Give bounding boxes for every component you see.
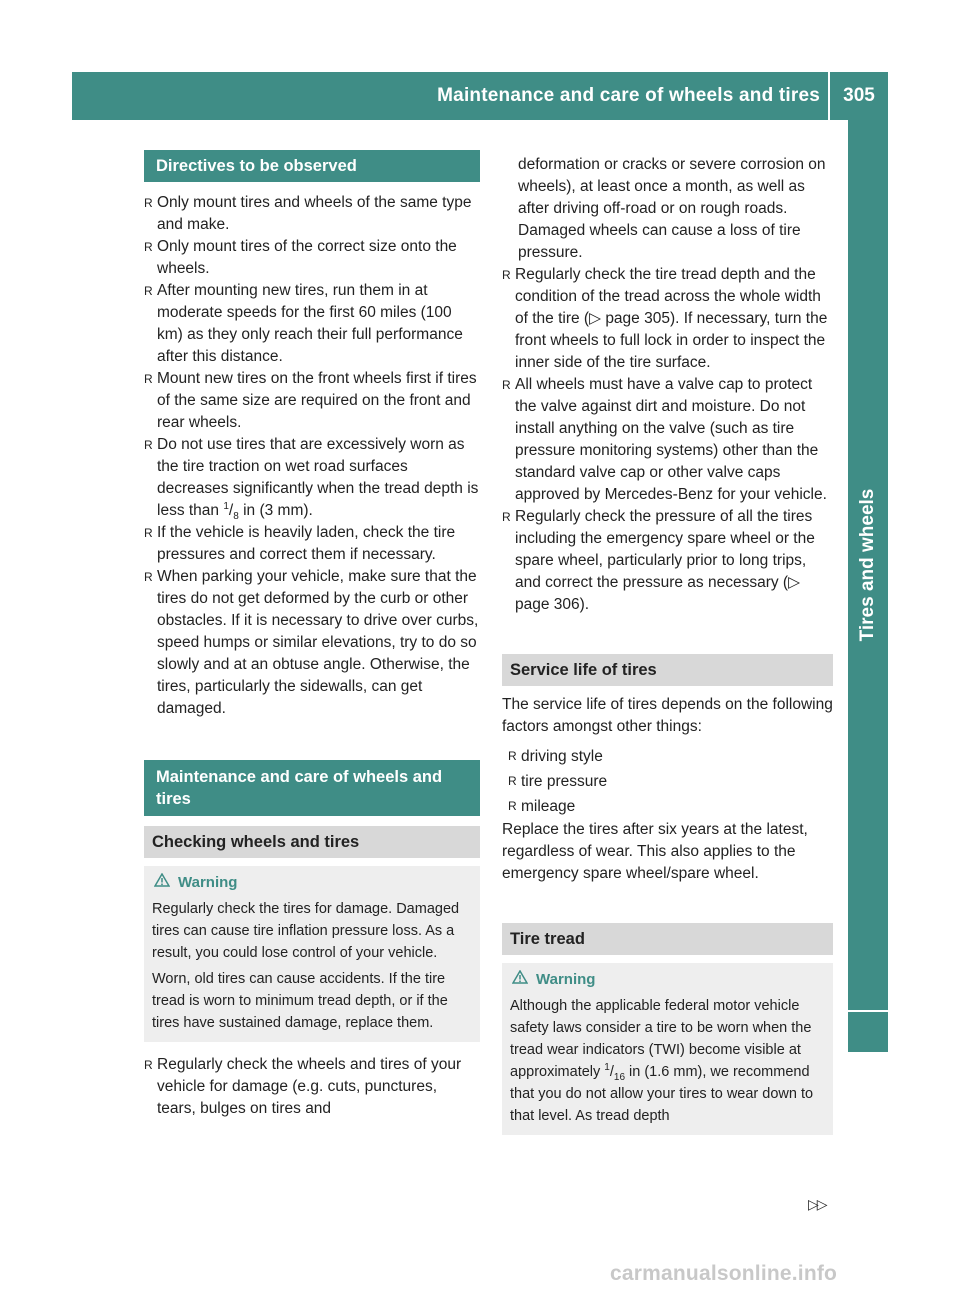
list-item: R After mounting new tires, run them in at moderate speeds for the first 60 miles (100 km) as they only reach their full performance after this distance. [144, 280, 480, 368]
list-item: R Only mount tires of the correct size onto the wheels. [144, 236, 480, 280]
fraction-denominator: 8 [233, 511, 239, 523]
warning-paragraph: Although the applicable federal motor vehicle safety laws consider a tire to be worn when the tread wear indicators (TWI) become visible at approximately $^1/_{16}$ in (1.6 mm), we recommend that you do not allow your tires to wear down to that level. As tread depth [510, 998, 814, 1124]
left-column [144, 150, 480, 1120]
page-number: 305 [843, 85, 875, 106]
directives-list [144, 192, 480, 720]
factor-list [502, 744, 833, 819]
fraction-denominator: 16 [613, 1071, 626, 1083]
warning-box [144, 866, 480, 1042]
right-column [502, 150, 833, 1135]
warning-icon [512, 969, 530, 991]
list-item: R All wheels must have a valve cap to protect the valve against dirt and moisture. Do not install anything on the valve (such as tire pressure monitoring systems) other than the standard valve cap or other valve caps approved by Mercedes-Benz for your vehicle. [502, 374, 833, 506]
warning-heading [154, 872, 472, 894]
list-item: R Regularly check the pressure of all the tires including the emergency spare wheel or the spare wheel, particularly prior to long trips, and correct the pressure as necessary (▷ page 306). [502, 506, 833, 616]
warning-text: Although the applicable federal motor vehicle safety laws consider a tire to be worn when the tread wear indicators (TWI) become visible at approximately [510, 998, 812, 1080]
service-outro: Replace the tires after six years at the latest, regardless of wear. This also applies to the emergency spare wheel/spare wheel. [502, 821, 808, 882]
check-list-continued [502, 264, 833, 616]
check-list [144, 1054, 480, 1120]
list-item: R Regularly check the tire tread depth and the condition of the tread across the whole width of the tire (▷ page 305). If necessary, turn the front wheels to full lock in order to inspect the inner side of the tire surface. [502, 264, 833, 374]
warning-paragraph: Regularly check the tires for damage. Damaged tires can cause tire inflation pressure loss. As a result, you could lose control of your vehicle. [152, 901, 460, 961]
list-item: R Mount new tires on the front wheels first if tires of the same size are required on the front and rear wheels. [144, 368, 480, 434]
service-life-heading: Service life of tires [502, 654, 833, 686]
watermark: carmanualsonline.info [610, 1262, 838, 1285]
list-item: R If the vehicle is heavily laden, check the tire pressures and correct them if necessary. [144, 522, 480, 566]
warning-paragraph: Worn, old tires can cause accidents. If the tire tread is worn to minimum tread depth, or if the tires have sustained damage, replace them. [152, 971, 448, 1031]
chapter-tab-label: Tires and wheels [857, 488, 878, 642]
list-item: R Do not use tires that are excessively worn as the tire traction on wet road surfaces decreases significantly when the tread depth is less than $^1/_8$ in (3 mm). [144, 434, 480, 522]
list-item: R When parking your vehicle, make sure that the tires do not get deformed by the curb or other obstacles. If it is necessary to drive over curbs, speed humps or similar elevations, try to do so slowly and at an obtuse angle. Otherwise, the tires, particularly the sidewalls, can get damaged. [144, 566, 480, 720]
chapter-tab [848, 120, 888, 1010]
fraction-numerator: 1 [223, 500, 229, 512]
service-intro: The service life of tires depends on the following factors amongst other things: [502, 696, 833, 735]
maintenance-heading: Maintenance and care of wheels and tires [144, 760, 480, 816]
tire-tread-heading: Tire tread [502, 923, 833, 955]
list-item: R Regularly check the wheels and tires of your vehicle for damage (e.g. cuts, punctures, tears, bulges on tires and [144, 1054, 480, 1120]
warning-heading [512, 969, 825, 991]
warning-title: Warning [178, 874, 238, 891]
directives-heading: Directives to be observed [144, 150, 480, 182]
list-item: R driving style [508, 744, 833, 769]
list-item: R mileage [508, 794, 833, 819]
continue-arrows-icon: ▷▷ [808, 1196, 826, 1212]
chapter-tab-marker [848, 1012, 888, 1052]
warning-box [502, 963, 833, 1135]
page-title: Maintenance and care of wheels and tires [437, 85, 820, 106]
warning-text: in (1.6 mm), we recommend that you do not allow your tires to wear down to that level. As tread depth [510, 1064, 814, 1124]
fraction-suffix: in (3 mm). [238, 502, 313, 519]
list-item-text: Do not use tires that are excessively worn as the tire traction on wet road surfaces decreases significantly when the tread depth is less than [157, 436, 479, 519]
page-header [72, 72, 888, 120]
checking-heading: Checking wheels and tires [144, 826, 480, 858]
warning-icon [154, 872, 172, 894]
list-item: R tire pressure [508, 769, 833, 794]
fraction-numerator: 1 [604, 1062, 610, 1074]
list-item: R Only mount tires and wheels of the same type and make. [144, 192, 480, 236]
warning-title: Warning [536, 971, 596, 988]
continued-text: deformation or cracks or severe corrosion on wheels), at least once a month, as well as after driving off-road or on rough roads. Damaged wheels can cause a loss of tire pressure. [518, 156, 826, 261]
